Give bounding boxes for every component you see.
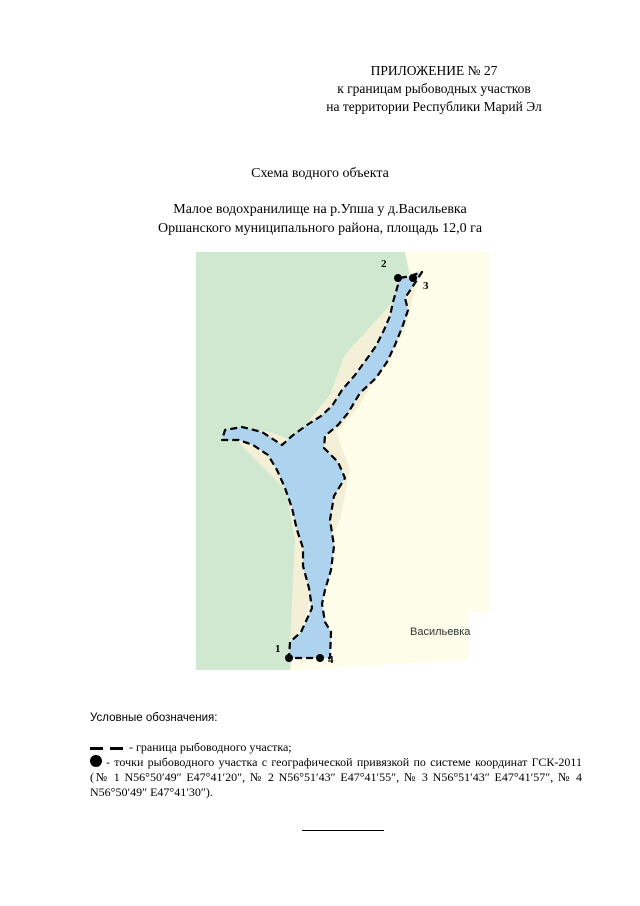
boundary-point-label-1: 1 xyxy=(275,643,281,655)
village-label: Васильевка xyxy=(410,626,471,638)
legend xyxy=(90,711,582,800)
boundary-point-3 xyxy=(409,274,417,282)
scheme-title: Схема водного объекта xyxy=(251,166,389,181)
boundary-point-label-4: 4 xyxy=(328,654,334,666)
boundary-point-4 xyxy=(316,654,324,662)
boundary-point-label-3: 3 xyxy=(423,280,429,292)
water-object-line-1: Малое водохранилище на р.Упша у д.Васильевка xyxy=(173,202,467,217)
legend-boundary-row xyxy=(90,740,582,755)
legend-heading: Условные обозначения: xyxy=(90,712,218,724)
dashed-line-icon xyxy=(90,744,126,752)
appendix-number: ПРИЛОЖЕНИЕ № 27 xyxy=(370,63,498,78)
legend-points-text: - точки рыбоводного участка с географической привязкой по системе координат ГСК-2011 (№ 1 N56°50′49″ E47°41′20″, № 2 N56°51′43″ E47°41′55″, № 3 N56°51′43″ E47°41′57″, № 4 N56°50′49″ E47°41′30″). xyxy=(90,755,582,799)
boundary-point-2 xyxy=(394,274,402,282)
appendix-region: на территории Республики Марий Эл xyxy=(326,99,542,114)
legend-boundary-text: - граница рыбоводного участка; xyxy=(129,740,292,754)
appendix-subtitle: к границам рыбоводных участков xyxy=(337,81,531,96)
footer-divider xyxy=(302,830,384,831)
point-marker-icon xyxy=(90,755,102,767)
water-object-line-2: Оршанского муниципального района, площадь 12,0 га xyxy=(157,221,483,236)
boundary-point-label-2: 2 xyxy=(381,258,387,270)
legend-points-row xyxy=(90,755,582,800)
boundary-point-1 xyxy=(285,654,293,662)
